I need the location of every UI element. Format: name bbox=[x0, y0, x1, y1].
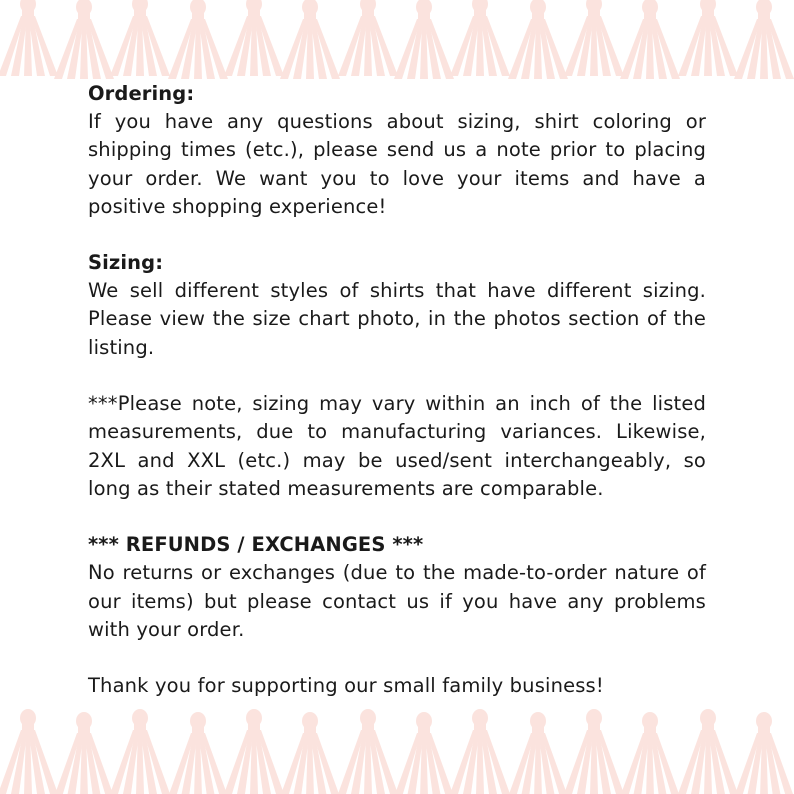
tassel-icon bbox=[678, 0, 738, 76]
tassel-icon bbox=[508, 0, 568, 79]
tassel-icon bbox=[508, 712, 568, 794]
refunds-section bbox=[88, 531, 706, 644]
policy-text-block bbox=[88, 80, 706, 728]
sizing-section bbox=[88, 249, 706, 362]
tassel-icon bbox=[620, 712, 680, 794]
tassel-garland-bottom bbox=[0, 706, 794, 794]
tassel-icon bbox=[450, 0, 510, 76]
tassel-icon bbox=[734, 0, 794, 79]
sizing-note-section bbox=[88, 390, 706, 503]
tassel-icon bbox=[338, 709, 398, 794]
tassel-icon bbox=[54, 712, 114, 794]
tassel-garland-top bbox=[0, 0, 794, 84]
thanks-text: Thank you for supporting our small family business! bbox=[88, 674, 604, 698]
tassel-icon bbox=[678, 709, 738, 794]
tassel-icon bbox=[0, 0, 58, 76]
sizing-heading: Sizing: bbox=[88, 251, 164, 275]
sizing-note-body: ***Please note, sizing may vary within an inch of the listed measurements, due to manufacturing variances. Likewise, 2XL and XXL (etc.) may be used/sent interchangeably, so long as their stated measurements are comparable. bbox=[88, 392, 706, 500]
tassel-icon bbox=[450, 709, 510, 794]
tassel-icon bbox=[394, 712, 454, 794]
tassel-icon bbox=[110, 709, 170, 794]
bottom-tassel-border bbox=[0, 706, 794, 794]
tassel-icon bbox=[224, 709, 284, 794]
tassel-icon bbox=[168, 712, 228, 794]
tassel-icon bbox=[338, 0, 398, 76]
tassel-icon bbox=[394, 0, 454, 79]
refunds-heading: *** REFUNDS / EXCHANGES *** bbox=[88, 533, 424, 557]
tassel-icon bbox=[224, 0, 284, 76]
top-tassel-border bbox=[0, 0, 794, 84]
thanks-section bbox=[88, 672, 706, 700]
ordering-section bbox=[88, 80, 706, 221]
tassel-icon bbox=[734, 712, 794, 794]
tassel-icon bbox=[280, 0, 340, 79]
tassel-icon bbox=[620, 0, 680, 79]
tassel-icon bbox=[280, 712, 340, 794]
tassel-icon bbox=[564, 709, 624, 794]
tassel-icon bbox=[564, 0, 624, 76]
ordering-body: If you have any questions about sizing, shirt coloring or shipping times (etc.), please send us a note prior to placing your order. We want you to love your items and have a positive shopping experience! bbox=[88, 110, 706, 218]
tassel-icon bbox=[110, 0, 170, 76]
tassel-icon bbox=[168, 0, 228, 79]
ordering-heading: Ordering: bbox=[88, 82, 195, 105]
tassel-icon bbox=[54, 0, 114, 79]
refunds-body: No returns or exchanges (due to the made-to-order nature of our items) but please contact us if you have any problems with your order. bbox=[88, 561, 706, 641]
tassel-icon bbox=[0, 709, 58, 794]
sizing-body: We sell different styles of shirts that have different sizing. Please view the size chart photo, in the photos section of the listing. bbox=[88, 279, 706, 359]
